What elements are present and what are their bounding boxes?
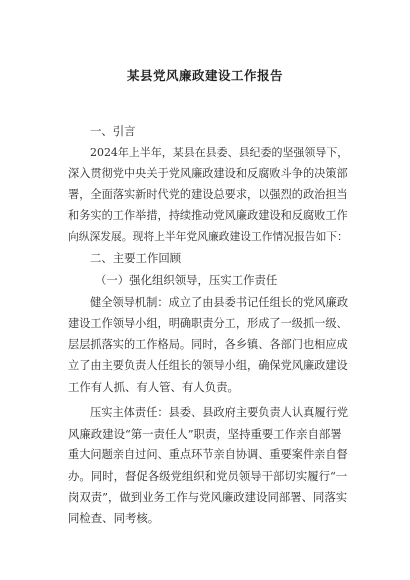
paragraph-line: 工作有人抓、有人管、有人负责。 [68, 380, 239, 394]
paragraph-line: 深入贯彻党中央关于党风廉政建设和反腐败斗争的决策部 [68, 167, 348, 180]
paragraph-line: 2024年上半年，某县在县委、县纪委的坚强领导下， [90, 146, 349, 159]
paragraph-line: 建设工作领导小组，明确职责分工，形成了一级抓一级、 [68, 317, 348, 330]
paragraph-line: 压实主体责任：县委、县政府主要负责人认真履行党 [90, 406, 349, 419]
paragraph-line: 重大问题亲自过问、重点环节亲自协调、重要案件亲自督 [68, 448, 348, 461]
paragraph-line: 风廉政建设“第一责任人”职责，坚持重要工作亲自部署 [68, 427, 342, 441]
paragraph-line: 健全领导机制：成立了由县委书记任组长的党风廉政 [90, 296, 349, 309]
paragraph-line: 向纵深发展。现将上半年党风廉政建设工作情况报告如下： [68, 230, 348, 243]
paragraph-line: 层层抓落实的工作格局。同时，各乡镇、各部门也相应成 [68, 338, 348, 351]
paragraph-line: 立了由主要负责人任组长的领导小组，确保党风廉政建设 [68, 359, 348, 372]
paragraph-line: 岗双责”，做到业务工作与党风廉政建设同部署、同落实 [68, 490, 348, 504]
paragraph-line: 办。同时，督促各级党组织和党员领导干部切实履行“一 [68, 469, 348, 483]
section-heading-introduction: 一、引言 [90, 124, 136, 138]
subsection-heading: （一）强化组织领导，压实工作责任 [95, 273, 278, 287]
paragraph-line: 和务实的工作举措，持续推动党风廉政建设和反腐败工作 [68, 209, 348, 222]
document-title: 某县党风廉政建设工作报告 [126, 68, 283, 83]
paragraph-line: 署，全面落实新时代党的建设总要求，以强烈的政治担当 [68, 188, 348, 201]
paragraph-line: 同检查、同考核。 [68, 511, 160, 525]
section-heading-review: 二、主要工作回顾 [90, 251, 182, 265]
